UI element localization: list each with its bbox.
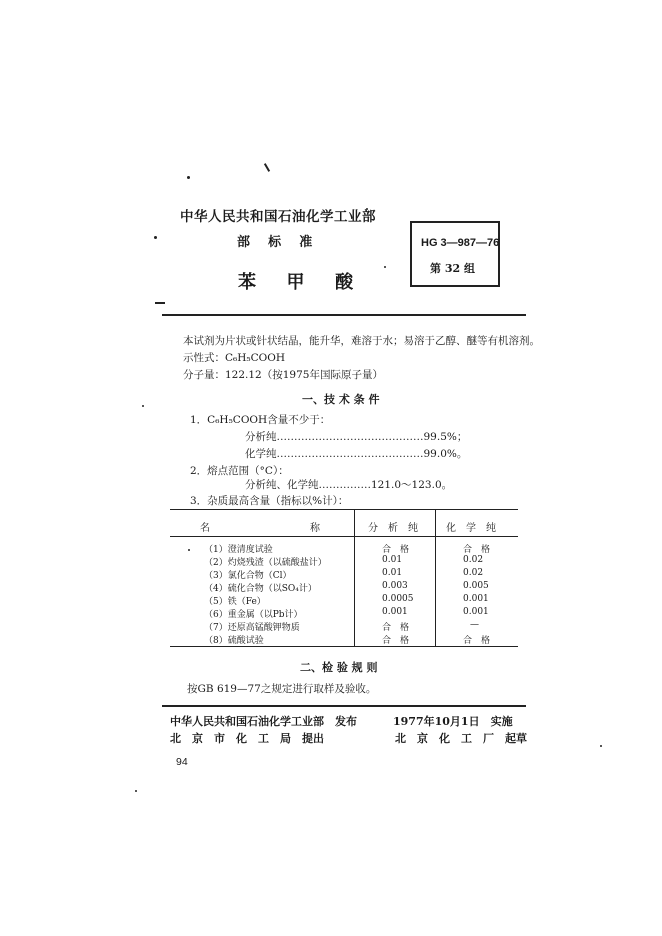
row-ar-value: 合 格 [382, 623, 410, 633]
row-ar-value: 0.01 [382, 555, 403, 565]
row-cp-value: 0.005 [463, 581, 489, 591]
footer-proposer: 北 京 市 化 工 局 提出 [170, 732, 324, 745]
row-cp-value: 0.02 [463, 555, 484, 565]
scan-speck [135, 790, 137, 792]
section2-heading: 二、检 验 规 则 [300, 661, 378, 674]
impurity-table [170, 509, 518, 647]
table-divider [435, 510, 436, 646]
standard-group: 第 32 组 [430, 262, 475, 275]
formula-text: 示性式：C₆H₅COOH [183, 352, 286, 364]
row-ar-value: 0.0005 [382, 594, 414, 604]
scan-speck [600, 745, 602, 747]
footer-drafter: 北 京 化 工 厂 起草 [395, 732, 527, 745]
row-ar-value: 0.001 [382, 607, 408, 617]
row-name: （1）澄清度试验 [204, 545, 273, 555]
row-name: （6）重金属（以Pb计） [204, 610, 303, 620]
row-cp-value: 0.02 [463, 568, 484, 578]
item1-ar-value: 分析纯……………………………………99.5%； [245, 431, 468, 443]
row-cp-value: 合 格 [463, 545, 491, 555]
item3-text: 3．杂质最高含量（指标以%计）： [190, 495, 349, 507]
document-title: 苯 甲 酸 [238, 272, 360, 293]
row-name: （2）灼烧残渣（以硫酸盐计） [204, 558, 327, 568]
standard-code-box [410, 221, 500, 287]
row-ar-value: 0.003 [382, 581, 408, 591]
row-ar-value: 合 格 [382, 545, 410, 555]
item1-text: 1．C₆H₅COOH含量不少于： [190, 414, 331, 426]
item1-cp-value: 化学纯……………………………………99.0%。 [245, 448, 468, 460]
row-cp-value: — [470, 620, 479, 630]
header-chemical-grade: 化 学 纯 [446, 523, 496, 534]
footer-rule [162, 705, 526, 707]
scan-speck [187, 176, 190, 179]
scan-mark [155, 302, 165, 304]
header-name-2: 称 [310, 523, 320, 534]
header-analytical-grade: 分 析 纯 [368, 523, 418, 534]
scan-speck [142, 405, 144, 407]
item2-text: 2．熔点范围（°C）： [190, 465, 289, 477]
scan-speck [154, 236, 157, 239]
row-ar-value: 0.01 [382, 568, 403, 578]
section2-text: 按GB 619—77之规定进行取样及验收。 [187, 683, 377, 695]
footer-issuer: 中华人民共和国石油化学工业部 发布 [170, 715, 357, 728]
row-name: （4）硫化合物（以SO₄计） [204, 584, 317, 594]
table-header-rule [170, 536, 518, 537]
scan-speck [384, 266, 386, 268]
header-rule [162, 314, 526, 316]
standard-code: HG 3—987—76 [421, 237, 500, 249]
row-name: （8）硫酸试验 [204, 636, 264, 646]
ministry-name: 中华人民共和国石油化学工业部 [180, 209, 376, 225]
row-cp-value: 0.001 [463, 594, 489, 604]
footer-date: 1977年10月1日 实施 [393, 715, 513, 728]
header-name-1: 名 [200, 523, 210, 534]
section1-heading: 一、技 术 条 件 [302, 393, 380, 406]
row-name: （3）氯化合物（Cl） [204, 571, 292, 581]
table-divider [354, 510, 355, 646]
item2-value: 分析纯、化学纯……………121.0～123.0。 [245, 479, 453, 491]
row-name: （5）铁（Fe） [204, 597, 266, 607]
row-ar-value: 合 格 [382, 636, 410, 646]
molecular-weight-text: 分子量：122.12（按1975年国际原子量） [183, 369, 383, 381]
page-number: 94 [176, 756, 188, 768]
scan-mark [264, 163, 270, 172]
standard-type: 部 标 准 [237, 235, 313, 250]
row-cp-value: 0.001 [463, 607, 489, 617]
row-name: （7）还原高锰酸钾物质 [204, 623, 300, 633]
description-text: 本试剂为片状或针状结晶，能升华，难溶于水；易溶于乙醇、醚等有机溶剂。 [183, 335, 540, 347]
row-cp-value: 合 格 [463, 636, 491, 646]
